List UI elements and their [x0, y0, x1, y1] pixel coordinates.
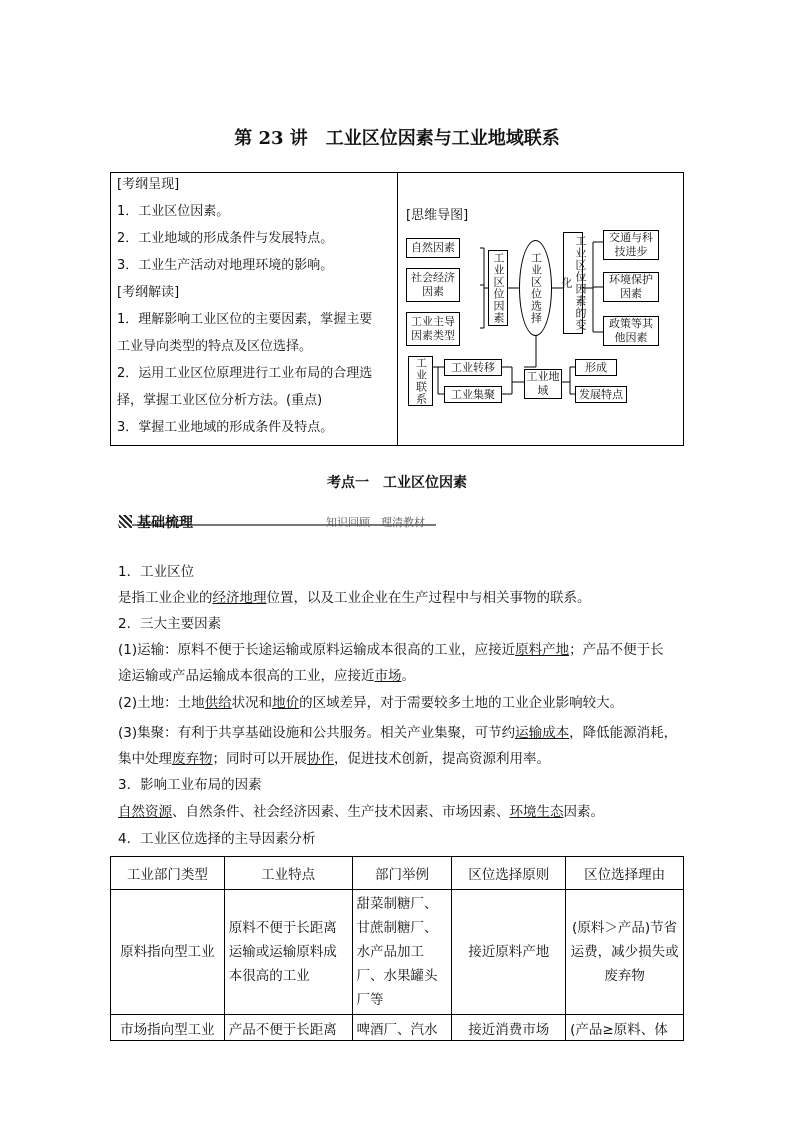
paragraph: 途运输或产品运输成本很高的工业，应接近市场。 — [118, 668, 415, 684]
table-cell: (产品≥原料、体 — [566, 1015, 684, 1041]
paragraph: 集中处理废弃物；同时可以开展协作，促进技术创新，提高资源利用率。 — [118, 751, 550, 767]
outline-item: 1．理解影响工业区位的主要因素，掌握主要 — [117, 312, 373, 327]
table-cell: (原料＞产品)节省运费，减少损失或废弃物 — [566, 890, 684, 1015]
table-cell: 啤酒厂、汽水 — [352, 1015, 452, 1041]
heading-three-factors: 2．三大主要因素 — [118, 616, 222, 632]
outline-item: 1．工业区位因素。 — [117, 204, 230, 219]
mindmap-policy-other: 政策等其他因素 — [603, 316, 659, 346]
mindmap-industrial-region: 工业地域 — [524, 369, 562, 399]
heading-layout-factors: 3．影响工业布局的因素 — [118, 777, 262, 793]
outline-item: 择，掌握工业区位分析方法。(重点) — [117, 393, 323, 408]
paragraph: 是指工业企业的经济地理位置，以及工业企业在生产过程中与相关事物的联系。 — [118, 590, 591, 606]
mindmap-development-features: 发展特点 — [575, 386, 627, 403]
mindmap-industrial-links: 工业联系 — [408, 356, 433, 406]
outline-item: 2．运用工业区位原理进行工业布局的合理选 — [117, 366, 373, 381]
table-cell: 接近原料产地 — [452, 890, 566, 1015]
table-cell: 原料不便于长距离运输或运输原料成本很高的工业 — [224, 890, 352, 1015]
table-cell: 甜菜制糖厂、甘蔗制糖厂、水产品加工厂、水果罐头厂等 — [352, 890, 452, 1015]
table-header: 部门举例 — [352, 857, 452, 890]
location-factor-table — [110, 856, 684, 1041]
mindmap-industry-transfer: 工业转移 — [444, 359, 502, 376]
outline-header-2: [考纲解读] — [117, 285, 180, 300]
mindmap-industry-agglomeration: 工业集聚 — [444, 386, 502, 403]
mindmap-socioeconomic-factors: 社会经济因素 — [406, 268, 460, 302]
outline-divider — [397, 172, 398, 446]
table-cell: 市场指向型工业 — [111, 1015, 225, 1041]
table-cell: 接近消费市场 — [452, 1015, 566, 1041]
outline-item: 3．掌握工业地域的形成条件及特点。 — [117, 420, 334, 435]
outline-header-1: [考纲呈现] — [117, 177, 180, 192]
table-header: 工业特点 — [224, 857, 352, 890]
mindmap-environment-protection: 环境保护因素 — [603, 272, 659, 302]
heading-industrial-location: 1．工业区位 — [118, 564, 195, 580]
paragraph: 自然资源、自然条件、社会经济因素、生产技术因素、市场因素、环境生态因素。 — [118, 804, 604, 820]
table-header: 区位选择理由 — [566, 857, 684, 890]
paragraph: (1)运输：原料不便于长途运输或原料运输成本很高的工业，应接近原料产地；产品不便于长 — [118, 642, 664, 658]
mindmap-title: [思维导图] — [406, 208, 469, 223]
mindmap-transport-tech: 交通与科技进步 — [603, 230, 659, 260]
mindmap-industrial-location-factors: 工业区位因素 — [488, 250, 508, 326]
outline-item: 3．工业生产活动对地理环境的影响。 — [117, 258, 334, 273]
mindmap-formation: 形成 — [575, 359, 617, 376]
outline-item: 工业导向类型的特点及区位选择。 — [117, 339, 313, 354]
table-header: 区位选择原则 — [452, 857, 566, 890]
section-banner-label: 基础梳理 — [137, 515, 193, 531]
page-title: 第 23 讲 工业区位因素与工业地域联系 — [234, 128, 560, 149]
section-title: 考点一 工业区位因素 — [327, 475, 467, 491]
table-header: 工业部门类型 — [111, 857, 225, 890]
table-header-row — [111, 857, 684, 890]
heading-dominant-factor-analysis: 4．工业区位选择的主导因素分析 — [118, 831, 316, 847]
table-row — [111, 1015, 684, 1041]
table-cell: 产品不便于长距离 — [224, 1015, 352, 1041]
table-row — [111, 890, 684, 1015]
outline-item: 2．工业地域的形成条件与发展特点。 — [117, 231, 334, 246]
paragraph: (3)集聚：有利于共享基础设施和公共服务。相关产业集聚，可节约运输成本，降低能源消耗， — [118, 725, 678, 741]
mindmap-natural-factors: 自然因素 — [406, 238, 460, 258]
table-cell: 原料指向型工业 — [111, 890, 225, 1015]
mindmap-location-choice-oval: 工业区位选择 — [519, 240, 552, 336]
section-banner-subtitle: 知识回顾 理清教材 — [326, 516, 425, 529]
banner-hatch-icon — [119, 515, 132, 528]
mindmap-dominant-factor-types: 工业主导因素类型 — [406, 312, 460, 346]
mindmap-factor-change: 工业区位因素的变化 — [563, 232, 583, 334]
paragraph: (2)土地：土地供给状况和地价的区域差异，对于需要较多土地的工业企业影响较大。 — [118, 695, 624, 711]
